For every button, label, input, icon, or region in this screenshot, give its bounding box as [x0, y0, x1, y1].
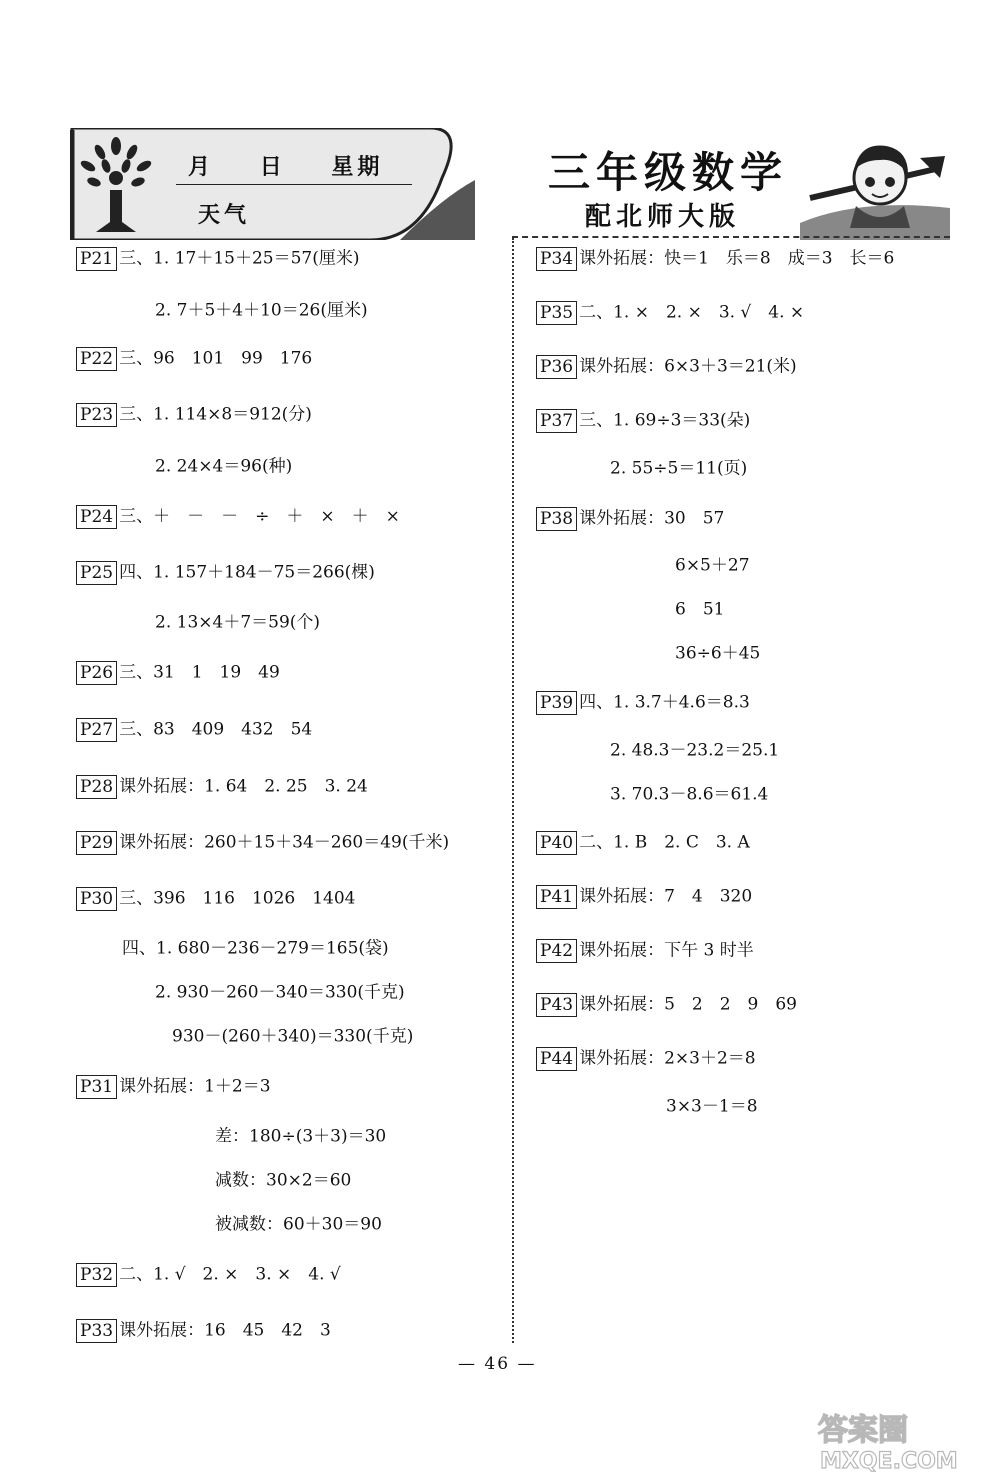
page-tag: P30	[76, 887, 117, 911]
page-tag: P43	[536, 993, 577, 1017]
answer-text: 三、96 101 99 176	[119, 348, 313, 369]
answer-text: 二、1. × 2. × 3. √ 4. ×	[579, 302, 805, 323]
answer-row	[536, 884, 752, 908]
page-tag: P40	[536, 831, 577, 855]
answer-row	[76, 402, 312, 426]
answer-text: 6 51	[675, 599, 725, 620]
answer-row	[536, 1046, 756, 1070]
month-label: 月	[188, 155, 215, 180]
answer-text: 2. 55÷5＝11(页)	[610, 458, 748, 479]
answer-row	[610, 738, 779, 762]
answer-row	[536, 408, 750, 432]
answer-row	[76, 504, 400, 528]
answer-row	[215, 1168, 351, 1192]
answer-text: 被减数：60＋30＝90	[215, 1214, 382, 1235]
answer-row	[76, 1318, 331, 1342]
page-subtitle: 配北师大版	[585, 202, 741, 232]
answer-text: 课外拓展：6×3＋3＝21(米)	[579, 356, 797, 377]
answer-text: 课外拓展：16 45 42 3	[119, 1320, 331, 1341]
page-title: 三年级数学	[548, 148, 789, 197]
answer-text: 课外拓展：7 4 320	[579, 886, 753, 907]
date-fields	[188, 150, 417, 181]
page-tag: P37	[536, 409, 577, 433]
answer-row	[155, 454, 292, 478]
answer-text: 二、1. √ 2. × 3. × 4. √	[119, 1264, 341, 1285]
answer-text: 2. 48.3－23.2＝25.1	[610, 740, 780, 761]
page-tag: P24	[76, 505, 117, 529]
answer-row	[536, 992, 797, 1016]
answer-text: 三、1. 69÷3＝33(朵)	[579, 410, 751, 431]
page-tag: P26	[76, 661, 117, 685]
answer-row	[122, 936, 389, 960]
page-tag: P21	[76, 247, 117, 271]
watermark-logo	[812, 1410, 992, 1472]
answer-row	[172, 1024, 413, 1048]
page-tag: P41	[536, 885, 577, 909]
page-tag: P28	[76, 775, 117, 799]
answer-text: 课外拓展：5 2 2 9 69	[579, 994, 797, 1015]
answer-row	[215, 1212, 382, 1236]
answer-row	[76, 660, 280, 684]
answer-text: 3×3－1＝8	[666, 1096, 758, 1117]
answer-row	[76, 830, 449, 854]
answer-row	[76, 560, 375, 584]
page-tag: P34	[536, 247, 577, 271]
answer-row	[536, 506, 724, 530]
answer-text: 差：180÷(3＋3)＝30	[215, 1126, 387, 1147]
page-tag: P39	[536, 691, 577, 715]
page-tag: P44	[536, 1047, 577, 1071]
answer-text: 6×5＋27	[675, 555, 750, 576]
watermark-url: MXQE.COM	[820, 1449, 958, 1472]
weather-label: 天气	[198, 203, 251, 228]
answer-row	[536, 938, 754, 962]
answer-text: 课外拓展：下午 3 时半	[579, 940, 754, 961]
answer-text: 2. 24×4＝96(种)	[155, 456, 293, 477]
answer-row	[215, 1124, 386, 1148]
answer-text: 课外拓展：260＋15＋34－260＝49(千米)	[119, 832, 450, 853]
answer-text: 三、83 409 432 54	[119, 719, 313, 740]
answer-row	[675, 641, 760, 665]
answer-text: 课外拓展：快＝1 乐＝8 成＝3 长＝6	[579, 248, 895, 269]
answer-row	[76, 1074, 271, 1098]
weekday-label: 星期	[331, 155, 384, 180]
answer-text: 课外拓展：1＋2＝3	[119, 1076, 271, 1097]
page-tag: P22	[76, 347, 117, 371]
page-tag: P36	[536, 355, 577, 379]
page-tag: P23	[76, 403, 117, 427]
answer-text: 二、1. B 2. C 3. A	[579, 832, 750, 853]
answer-text: 三、1. 114×8＝912(分)	[119, 404, 312, 425]
answer-text: 三、31 1 19 49	[119, 662, 280, 683]
answer-row	[76, 346, 312, 370]
date-underline	[176, 184, 412, 185]
tree-logo-icon	[76, 136, 156, 236]
answer-row	[610, 456, 747, 480]
answer-row	[155, 980, 405, 1004]
answer-row	[675, 597, 724, 621]
answer-text: 减数：30×2＝60	[215, 1170, 352, 1191]
header-divider	[512, 236, 950, 238]
answer-row	[76, 886, 356, 910]
page-tag: P27	[76, 718, 117, 742]
answer-text: 三、396 116 1026 1404	[119, 888, 356, 909]
page-tag: P42	[536, 939, 577, 963]
answer-row	[536, 246, 894, 270]
answer-text: 课外拓展：1. 64 2. 25 3. 24	[119, 776, 368, 797]
answer-row	[155, 610, 320, 634]
day-label: 日	[259, 155, 286, 180]
answer-row	[76, 774, 368, 798]
answer-text: 36÷6＋45	[675, 643, 761, 664]
answer-row	[76, 1262, 341, 1286]
answer-text: 三、1. 17＋15＋25＝57(厘米)	[119, 248, 360, 269]
answer-row	[536, 690, 750, 714]
answer-row	[536, 830, 750, 854]
answer-text: 三、＋ － － ÷ ＋ × ＋ ×	[119, 506, 400, 527]
page-tag: P29	[76, 831, 117, 855]
answer-row	[610, 782, 768, 806]
mascot-illustration-icon	[800, 128, 950, 240]
answer-text: 2. 7＋5＋4＋10＝26(厘米)	[155, 300, 368, 321]
column-divider	[512, 238, 514, 1343]
answer-row	[675, 553, 750, 577]
answer-text: 930－(260＋340)＝330(千克)	[172, 1026, 414, 1047]
page-tag: P35	[536, 301, 577, 325]
page-tag: P33	[76, 1319, 117, 1343]
answer-row	[666, 1094, 758, 1118]
answer-text: 2. 930－260－340＝330(千克)	[155, 982, 405, 1003]
answer-text: 课外拓展：2×3＋2＝8	[579, 1048, 756, 1069]
page-number: — 46 —	[458, 1354, 537, 1374]
answer-text: 四、1. 3.7＋4.6＝8.3	[579, 692, 750, 713]
page-tag: P38	[536, 507, 577, 531]
page-tag: P31	[76, 1075, 117, 1099]
answer-text: 四、1. 157＋184－75＝266(棵)	[119, 562, 375, 583]
answer-row	[536, 300, 804, 324]
answer-text: 2. 13×4＋7＝59(个)	[155, 612, 321, 633]
answer-row	[155, 298, 368, 322]
page-tag: P25	[76, 561, 117, 585]
answer-row	[76, 717, 312, 741]
answer-text: 3. 70.3－8.6＝61.4	[610, 784, 769, 805]
answer-row	[536, 354, 797, 378]
answer-text: 四、1. 680－236－279＝165(袋)	[122, 938, 389, 959]
watermark-text: 答案圈	[818, 1413, 908, 1448]
answer-text: 课外拓展：30 57	[579, 508, 725, 529]
answer-row	[76, 246, 360, 270]
page-tag: P32	[76, 1263, 117, 1287]
